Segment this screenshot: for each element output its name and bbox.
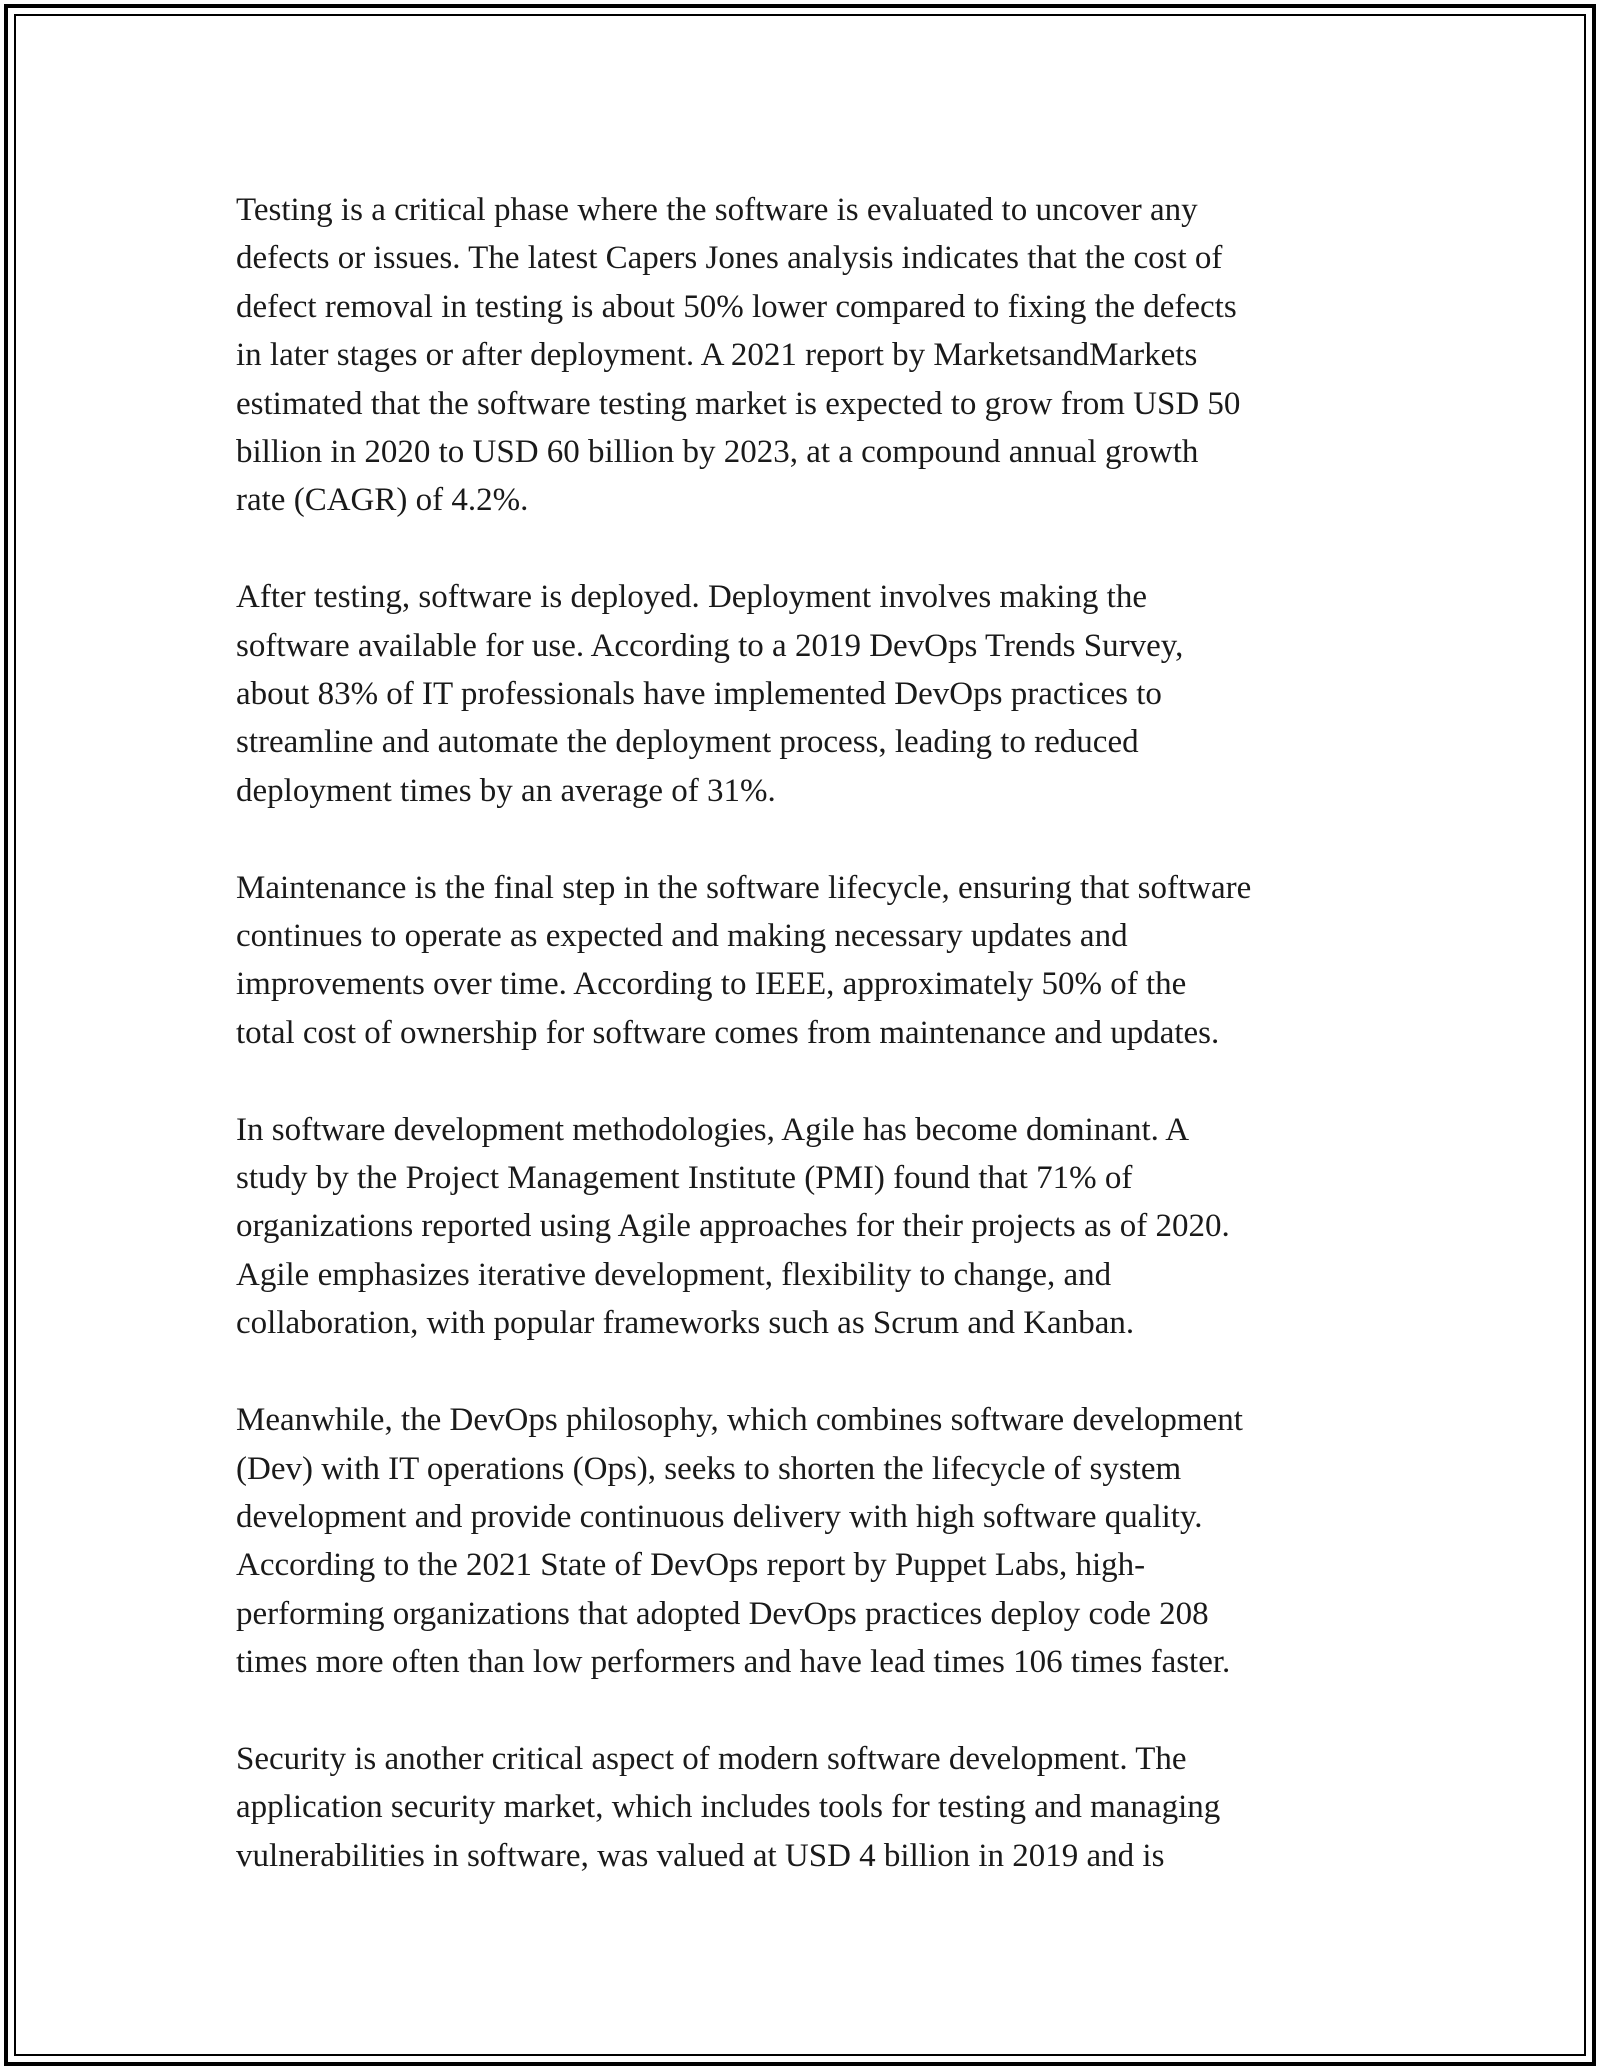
text-line: collaboration, with popular frameworks such as Scrum and Kanban. [236,1305,1135,1342]
text-line: In software development methodologies, Agile has become dominant. A [236,1111,1190,1148]
text-line: estimated that the software testing market is expected to grow from USD 50 [236,385,1241,422]
text-line: deployment times by an average of 31%. [236,772,776,809]
text-line: Agile emphasizes iterative development, flexibility to change, and [236,1256,1112,1293]
text-line: rate (CAGR) of 4.2%. [236,482,529,519]
text-line: organizations reported using Agile approaches for their projects as of 2020. [236,1208,1230,1245]
text-line: (Dev) with IT operations (Ops), seeks to shorten the lifecycle of system [236,1450,1182,1487]
text-line: study by the Project Management Institute (PMI) found that 71% of [236,1160,1133,1197]
text-line: development and provide continuous delivery with high software quality. [236,1498,1203,1535]
text-line: Meanwhile, the DevOps philosophy, which combines software development [236,1402,1243,1439]
paragraph-agile [236,1106,1416,1348]
text-line: improvements over time. According to IEEE, approximately 50% of the [236,966,1187,1003]
document-body [236,186,1416,1929]
text-line: in later stages or after deployment. A 2021 report by MarketsandMarkets [236,337,1198,374]
text-line: defects or issues. The latest Capers Jones analysis indicates that the cost of [236,240,1223,277]
text-line: billion in 2020 to USD 60 billion by 2023, at a compound annual growth [236,434,1199,471]
paragraph-security [236,1735,1416,1880]
paragraph-deployment [236,573,1416,815]
text-line: times more often than low performers and have lead times 106 times faster. [236,1644,1231,1681]
text-line: total cost of ownership for software comes from maintenance and updates. [236,1014,1220,1051]
paragraph-testing [236,186,1416,525]
text-line: performing organizations that adopted DevOps practices deploy code 208 [236,1595,1209,1632]
paragraph-maintenance [236,864,1416,1058]
text-line: After testing, software is deployed. Deployment involves making the [236,579,1147,616]
text-line: about 83% of IT professionals have implemented DevOps practices to [236,676,1162,713]
text-line: According to the 2021 State of DevOps report by Puppet Labs, high- [236,1547,1146,1584]
text-line: streamline and automate the deployment process, leading to reduced [236,724,1139,761]
text-line: vulnerabilities in software, was valued at USD 4 billion in 2019 and is [236,1837,1165,1874]
text-line: continues to operate as expected and making necessary updates and [236,918,1128,955]
text-line: Security is another critical aspect of modern software development. The [236,1740,1187,1777]
text-line: Testing is a critical phase where the software is evaluated to uncover any [236,192,1198,228]
text-line: application security market, which includes tools for testing and managing [236,1789,1221,1826]
text-line: software available for use. According to a 2019 DevOps Trends Survey, [236,627,1184,664]
text-line: defect removal in testing is about 50% lower compared to fixing the defects [236,288,1237,325]
text-line: Maintenance is the final step in the software lifecycle, ensuring that software [236,869,1252,906]
paragraph-devops [236,1396,1416,1686]
